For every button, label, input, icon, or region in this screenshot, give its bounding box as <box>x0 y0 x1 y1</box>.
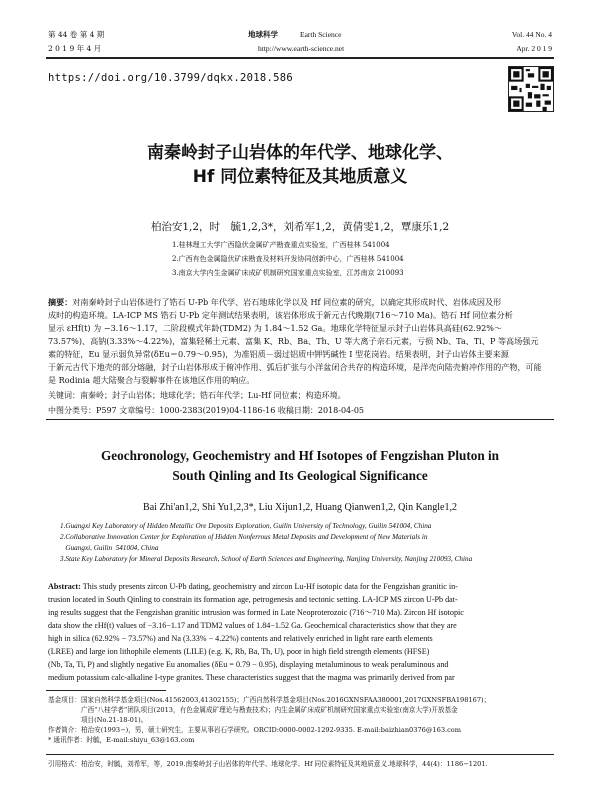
footnote-author: 作者简介：柏治安(1993−)，男，硕士研究生，主要从事岩石学研究。ORCID:0000-0002-1292-9335. E-mail:baizhian0376@163.com <box>48 726 462 734</box>
citation: 引用格式：柏治安，时毓，刘希军，等，2019.南秦岭封子山岩体的年代学、地球化学、Hf 同位素特征及其地质意义.地球科学，44(4)：1186−1201. <box>48 760 488 768</box>
header-volume-en: Vol. 44 No. 4 <box>511 30 552 39</box>
abstract-en-line: trusion located in South Qinling to constrain its formation age, petrogenesis and tectonic setting. LA-ICP MS zircon U-Pb dat- <box>48 595 458 604</box>
authors-cn: 柏治安1,2，时 毓1,2,3*，刘希军1,2，黄倩雯1,2，覃康乐1,2 <box>150 221 450 233</box>
header-volume-cn: 第 44 卷 第 4 期 <box>48 30 105 39</box>
header-date-cn: 2 0 1 9 年 4 月 <box>48 44 102 53</box>
header-journal-en: Earth Science <box>300 30 342 39</box>
qr-code-icon <box>508 66 554 112</box>
abstract-cn-line: 素的特征，Eu 显示弱负异常(δEu＝0.79～0.95)，为准铝质－弱过铝质中钾钙碱性 I 型花岗岩。结果表明，封子山岩体主要来源 <box>48 349 509 359</box>
header-url[interactable]: http://www.earth-science.net <box>258 44 345 53</box>
title-cn-line2: Hf 同位素特征及其地质意义 <box>192 167 408 187</box>
footnotes <box>48 695 554 745</box>
header-journal-cn: 地球科学 <box>248 30 278 39</box>
section-rule <box>46 419 554 420</box>
keywords-cn: 关键词：南秦岭；封子山岩体；地球化学；锆石年代学；Lu-Hf 同位素；构造环境。 <box>48 391 346 400</box>
abstract-cn-label: 摘要： <box>48 297 73 307</box>
affiliation-en-1: 1.Guangxi Key Laboratory of Hidden Metallic Ore Deposits Exploration, Guilin University of Technology, Guilin 541004, China <box>60 522 432 530</box>
title-en-line1: Geochronology, Geochemistry and Hf Isotopes of Fengzishan Pluton in <box>101 448 499 463</box>
abstract-cn-line: 是 Rodinia 超大陆聚合与裂解事件在该地区作用的响应。 <box>48 375 255 385</box>
title-cn-line1: 南秦岭封子山岩体的年代学、地球化学、 <box>147 143 453 163</box>
classification-cn: 中图分类号：P597 文章编号：1000-2383(2019)04-1186-16 收稿日期：2018-04-05 <box>48 406 365 415</box>
affiliation-cn-1: 1.桂林理工大学广西隐伏金属矿产勘查重点实验室，广西桂林 541004 <box>172 241 390 249</box>
abstract-cn-line: 于新元古代下地壳的部分熔融，封子山岩体形成于俯冲作用、弧后扩张与小洋盆闭合共存的构造环境，是洋壳向陆壳俯冲作用的产物，可能 <box>48 362 542 372</box>
abstract-en-line: data show the εHf(t) values of −3.16−1.17 and TDM2 values of 1.84−1.52 Ga. Geochemical characteristics show that they are <box>48 621 457 630</box>
header-rule <box>46 57 554 59</box>
affiliation-en-2-cont: Guangxi, Guilin 541004, China <box>60 544 159 552</box>
footnote-rule <box>46 690 166 691</box>
abstract-en-line: medium potassium calc-alkaline I-type granites. These characteristics suggest that the magma was primarily derived from par <box>48 673 455 682</box>
header-date-en: Apr. 2 0 1 9 <box>516 44 552 53</box>
abstract-cn <box>48 296 554 387</box>
footnote-corresponding: * 通讯作者：时毓，E-mail:shiyu_63@163.com <box>48 736 195 744</box>
abstract-cn-line: 73.57%)、高钠(3.33%～4.22%)，富集轻稀土元素、富集 K、Rb、Ba、Th、U 等大离子亲石元素，亏损 Nb、Ta、Ti、P 等高场强元 <box>48 336 539 346</box>
affiliations-en <box>60 521 540 565</box>
affiliation-cn-2: 2.广西有色金属隐伏矿床勘查及材料开发协同创新中心，广西桂林 541004 <box>172 255 404 263</box>
affiliation-cn-3: 3.南京大学内生金属矿床成矿机制研究国家重点实验室，江苏南京 210093 <box>172 269 404 277</box>
abstract-cn-line: 成时的构造环境。LA-ICP MS 锆石 U-Pb 定年测试结果表明，该岩体形成于新元古代晚期(716～710 Ma)。锆石 Hf 同位素分析 <box>48 310 513 320</box>
footnote-funding: 基金项目：国家自然科学基金项目(Nos.41562003,41302155)；广西自然科学基金项目(Nos.2016GXNSFAA380001,2017GXNSFBA198167)； <box>48 696 491 704</box>
citation-rule <box>46 754 554 755</box>
affiliation-en-3: 3.State Key Laboratory for Mineral Deposits Research, School of Earth Sciences and Engineering, Nanjing University, Nanjing 210093, China <box>60 555 473 563</box>
abstract-cn-line: 对南秦岭封子山岩体进行了锆石 U-Pb 年代学、岩石地球化学以及 Hf 同位素的研究，以确定其形成时代、岩体成因及形 <box>72 297 502 307</box>
abstract-en-line: high in silica (62.92% − 73.57%) and Na (3.33% − 4.22%) contents and relatively enriched in light rare earth elements <box>48 634 433 643</box>
affiliation-en-2: 2.Collaborative Innovation Center for Exploration of Hidden Nonferrous Metal Deposits and Development of New Materials in <box>60 533 428 541</box>
footnote-funding-cont: 项目(No.21-18-01)。 <box>48 716 148 724</box>
abstract-en-line: (Nb, Ta, Ti, P) and slightly negative Eu anomalies (δEu = 0.79 − 0.95), displaying metaluminous to weak peraluminous and <box>48 660 449 669</box>
abstract-en-label: Abstract: <box>48 582 81 591</box>
doi-link[interactable]: https://doi.org/10.3799/dqkx.2018.586 <box>48 72 293 84</box>
authors-en: Bai Zhi'an1,2, Shi Yu1,2,3*, Liu Xijun1,2, Huang Qianwen1,2, Qin Kangle1,2 <box>143 502 457 513</box>
abstract-en <box>48 580 554 684</box>
abstract-en-line: This study presents zircon U-Pb dating, geochemistry and zircon Lu-Hf isotopic data for the Fengzishan granitic in- <box>82 582 458 591</box>
abstract-en-line: ing results suggest that the Fengzishan granitic intrusion was formed in Late Neoproterozoic (716～710 Ma). Zircon Hf isotopic <box>48 608 464 617</box>
abstract-cn-line: 显示 εHf(t) 为 −3.16～1.17，二阶段模式年龄(TDM2) 为 1.84～1.52 Ga。地球化学特征显示封子山岩体具高硅(62.92%～ <box>48 323 503 333</box>
footnote-funding-cont: 广西“八桂学者”团队项目(2013，有色金属成矿理论与勘查技术)；内生金属矿床成矿机制研究国家重点实验室(南京大学)开放基金 <box>48 706 458 714</box>
abstract-en-line: (LREE) and large ion lithophile elements (LILE) (e.g. K, Rb, Ba, Th, U), poor in high field strength elements (HFSE) <box>48 647 430 656</box>
title-en-line2: South Qinling and Its Geological Significance <box>172 468 428 483</box>
